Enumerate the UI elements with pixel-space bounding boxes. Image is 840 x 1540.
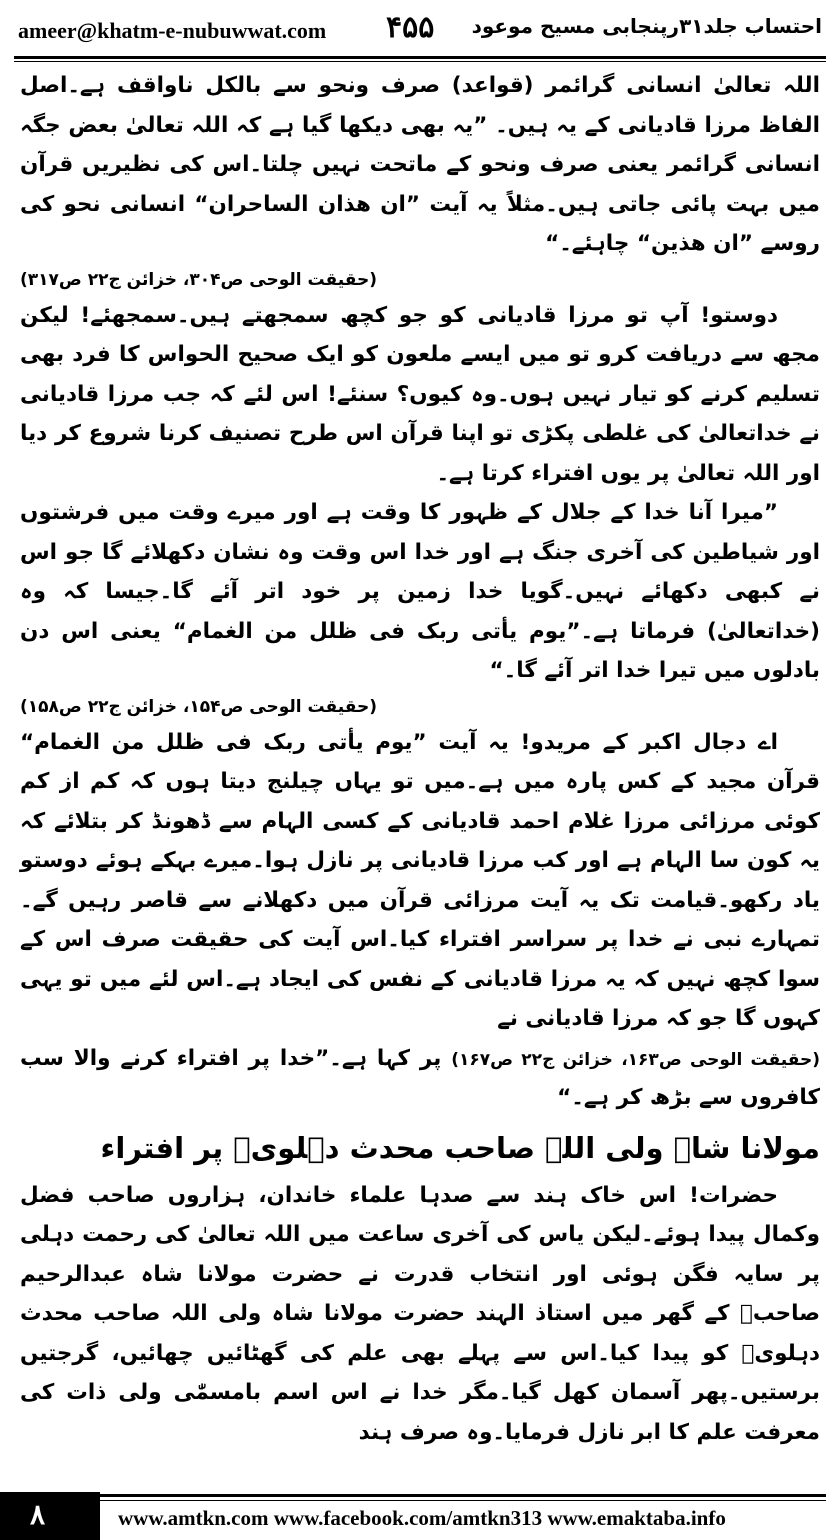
header-book-title: احتساب جلد۳۱رپنجابی مسیح موعود (471, 14, 822, 38)
reference-3: (حقیقت الوحی ص۱۶۳، خزائن ج۲۲ ص۱۶۷) (451, 1049, 820, 1070)
footer-page-box (0, 1492, 100, 1540)
footer-page-marker: ۸ (30, 1498, 46, 1531)
page-header (18, 10, 822, 52)
header-email: ameer@khatm-e-nubuwwat.com (18, 18, 327, 43)
footer-rule (100, 1494, 826, 1497)
header-rule (14, 56, 826, 62)
footer-urls: www.amtkn.com www.facebook.com/amtkn313 www.emaktaba.info (118, 1506, 726, 1530)
paragraph-4-continuation (20, 1039, 820, 1118)
paragraph-4-tail: پر کہا ہے۔”خدا پر افتراء کرنے والا سب کافروں سے بڑھ کر ہے۔“ (20, 1045, 820, 1110)
paragraph-3: ”میرا آنا خدا کے جلال کے ظہور کا وقت ہے اور میرے وقت میں فرشتوں اور شیاطین کی آخری جنگ ہے اور خدا اس وقت وہ نشان دکھلائے گا جو اس نے کبھی دکھائے نہیں۔گویا خدا زمین پر خود اتر آئے گا۔جیسا کہ وہ (خداتعالیٰ) فرماتا ہے۔”یوم یأتی ربک فی ظلل من الغمام“ یعنی اس دن بادلوں میں تیرا خدا اتر آئے گا۔“ (20, 500, 820, 683)
paragraph-4: اے دجال اکبر کے مریدو! یہ آیت ”یوم یأتی ربک فی ظلل من الغمام“ قرآن مجید کے کس پارہ میں ہے۔میں تو یہاں چیلنج دیتا ہوں کہ کم از کم کوئی مرزائی مرزا غلام احمد قادیانی کے کسی الہام سے ڈھونڈ کر بتلائے کہ یہ کون سا الہام ہے اور کب مرزا قادیانی پر نازل ہوا۔میرے بہکے ہوئے دوستو یاد رکھو۔قیامت تک یہ آیت مرزائی قرآن میں دکھلانے سے قاصر رہیں گے۔تمہارے نبی نے خدا پر سراسر افتراء کیا۔اس آیت کی حقیقت صرف اس کے سوا کچھ نہیں کہ یہ مرزا قادیانی کے نفس کی ایجاد ہے۔اس لئے میں تو یہی کہوں گا جو کہ مرزا قادیانی نے (20, 729, 820, 1031)
header-page-number: ۴۵۵ (386, 10, 435, 45)
paragraph-2: دوستو! آپ تو مرزا قادیانی کو جو کچھ سمجھتے ہیں۔سمجھئے! لیکن مجھ سے دریافت کرو تو میں ایسے ملعون کو ایک صحیح الحواس کا فرد بھی تسلیم کرنے کو تیار نہیں ہوں۔وہ کیوں؟ سنئے! اس لئے کہ جب مرزا قادیانی نے خداتعالیٰ کی غلطی پکڑی تو اپنا قرآن اس طرح تصنیف کرنا شروع کر دیا اور اللہ تعالیٰ پر یوں افتراء کرتا ہے۔ (20, 302, 820, 486)
page-body (20, 66, 820, 1452)
section-heading: مولانا شاہ ولی اللہ صاحب محدث دہلویؒ پر افتراء (100, 1130, 820, 1165)
paragraph-5: حضرات! اس خاک ہند سے صدہا علماء خاندان، ہزاروں صاحب فضل وکمال پیدا ہوئے۔لیکن یاس کی آخری ساعت میں اللہ تعالیٰ کی رحمت دہلی پر سایہ فگن ہوئی اور انتخاب قدرت نے حضرت مولانا شاہ عبدالرحیم صاحبؒ کے گھر میں استاذ الہند حضرت مولانا شاہ ولی اللہ صاحب محدث دہلویؒ کو پیدا کیا۔اس سے پہلے بھی علم کی گھٹائیں چھائیں، گرجتیں برستیں۔پھر آسمان کھل گیا۔مگر خدا نے اس اسم بامسمّٰی ولی ذات کی معرفت علم کا ابر نازل فرمایا۔وہ صرف ہند (20, 1182, 820, 1445)
reference-1: (حقیقت الوحی ص۳۰۴، خزائن ج۲۲ ص۳۱۷) (20, 269, 377, 290)
footer-rule-thin (100, 1500, 826, 1501)
paragraph-1: اللہ تعالیٰ انسانی گرائمر (قواعد) صرف ونحو سے بالکل ناواقف ہے۔اصل الفاظ مرزا قادیانی کے یہ ہیں۔ ”یہ بھی دیکھا گیا ہے کہ اللہ تعالیٰ بعض جگہ انسانی گرائمر یعنی صرف ونحو کے ماتحت نہیں چلتا۔اس کی نظیریں قرآن میں بہت پائی جاتی ہیں۔مثلاً یہ آیت ”ان ھذان الساحران“ انسانی نحو کی روسے ”ان ھذین“ چاہئے۔“ (20, 73, 820, 256)
reference-2: (حقیقت الوحی ص۱۵۴، خزائن ج۲۲ ص۱۵۸) (20, 696, 377, 717)
page-footer (0, 1492, 840, 1540)
